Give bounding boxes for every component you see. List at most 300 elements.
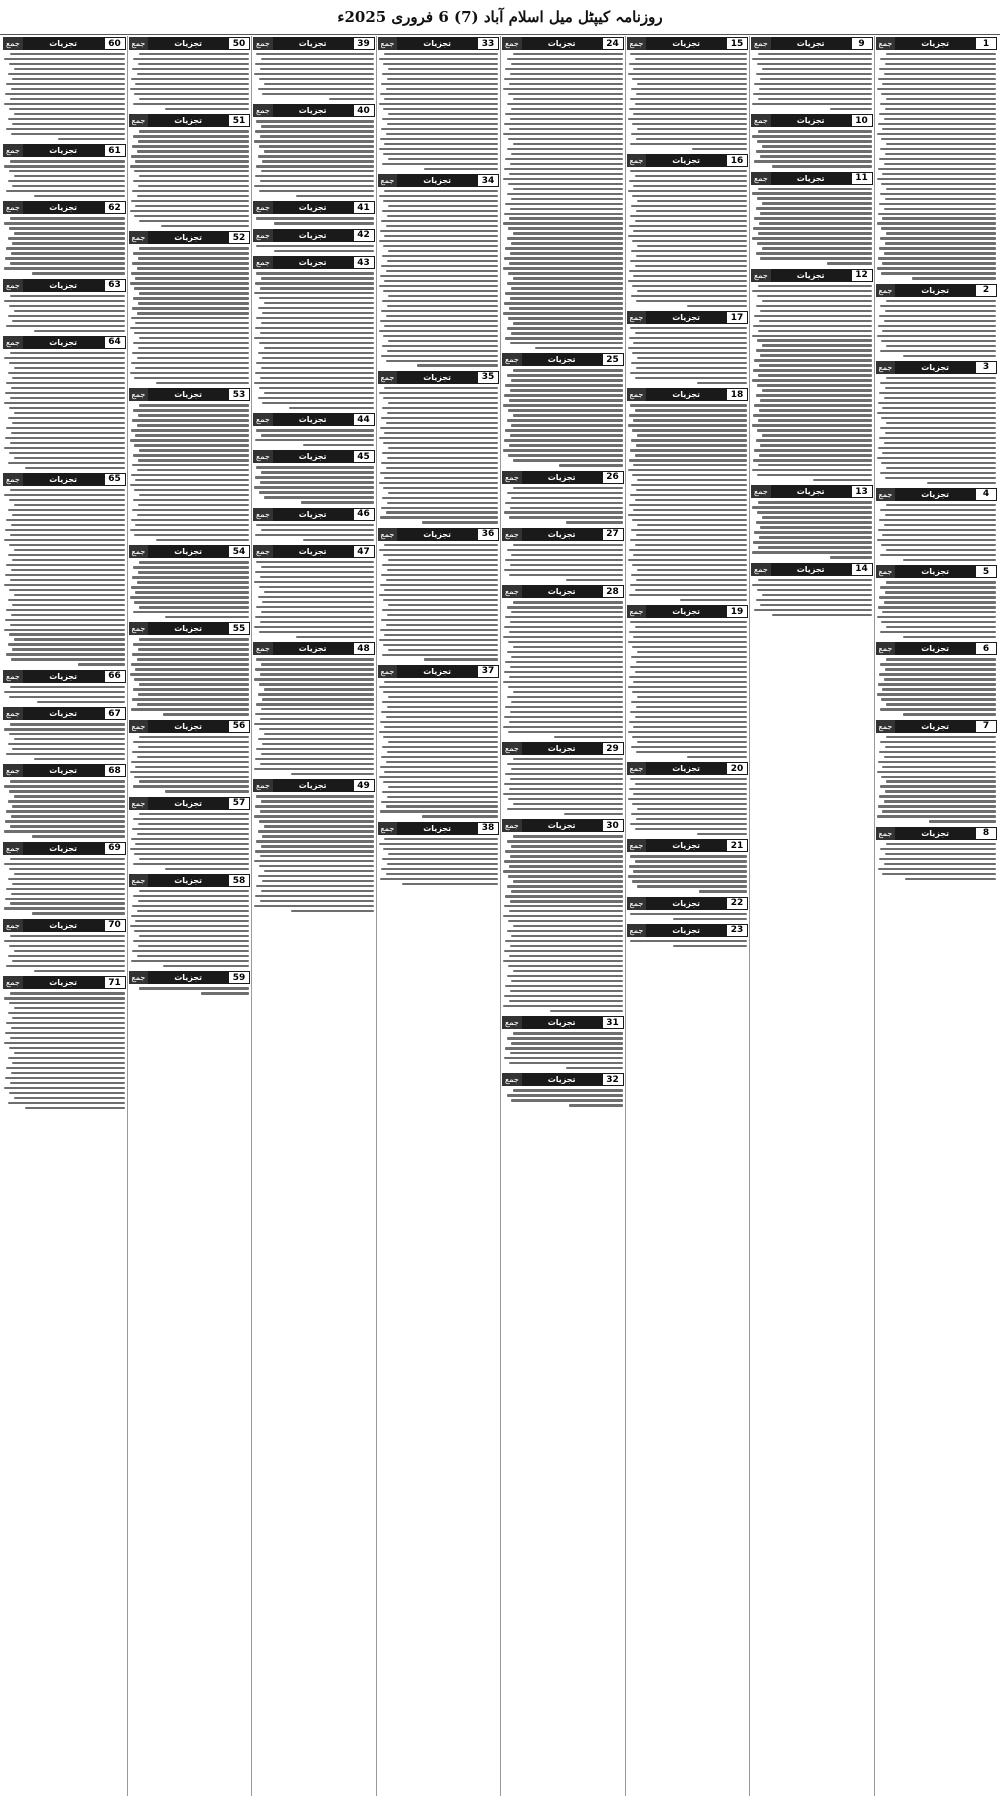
text-line [262,880,373,882]
text-line [34,970,124,972]
text-line [132,698,249,700]
text-line [885,853,996,855]
item-section-label: تجزیات [921,721,950,731]
text-line [261,471,373,473]
text-line [4,103,125,105]
item-number-badge: 36 [477,528,499,541]
item-section-label: تجزیات [49,978,78,988]
text-line [882,128,996,130]
text-line [256,272,373,274]
text-line [505,113,622,115]
text-line [382,858,498,860]
text-line [380,472,498,474]
text-line [379,58,499,60]
text-line [8,417,125,419]
text-line [752,584,872,586]
text-line [260,377,374,379]
text-line [886,377,996,379]
text-line [628,280,748,282]
text-line [259,342,374,344]
item-header-bar [253,201,375,214]
text-line [509,217,623,219]
text-line [636,367,747,369]
text-line [504,257,622,259]
item-section-label: تجزیات [298,781,327,791]
text-line [254,905,374,907]
item-section-label: تجزیات [672,764,701,774]
text-line [758,232,872,234]
text-line [380,138,498,140]
text-line [424,658,498,660]
text-line [135,920,249,922]
text-line [697,382,747,384]
text-line [6,888,124,890]
text-line [632,564,747,566]
item-number-badge: 14 [851,563,873,576]
text-line [881,183,996,185]
text-line [880,193,996,195]
item-header-bar [253,508,375,521]
text-line [137,833,249,835]
text-line [630,260,747,262]
text-line [138,746,249,748]
text-line [256,245,373,247]
text-line [261,125,373,127]
text-line [131,915,249,917]
item-section-label: تجزیات [547,1075,576,1085]
text-line [130,372,250,374]
text-line [256,165,373,167]
text-line [629,459,747,461]
item-header-tag: جمع [129,114,149,127]
text-line [631,250,747,252]
text-line [6,609,124,611]
item-header-tag: جمع [129,231,149,244]
text-line [629,721,747,723]
item-header-tag: جمع [378,822,398,835]
text-line [633,342,747,344]
item-section-label: تجزیات [49,920,78,930]
text-line [264,591,374,593]
text-line [511,497,622,499]
text-line [830,108,872,110]
text-line [8,509,125,511]
text-line [262,698,373,700]
item-number-badge: 6 [975,642,997,655]
text-line [511,935,622,937]
item-header-tag: جمع [129,37,149,50]
text-line [752,506,872,508]
text-line [878,529,996,531]
item-header-tag: جمع [502,353,522,366]
text-line [754,160,871,162]
news-column [500,36,625,1796]
text-line [513,277,623,279]
item-header-bar [627,924,749,937]
text-line [161,225,249,227]
text-line [132,419,249,421]
text-line [130,439,250,441]
text-line [631,133,747,135]
text-line [25,1107,125,1109]
text-line [255,850,373,852]
item-section-label: تجزیات [921,362,950,372]
item-header-bar [253,37,375,50]
text-line [138,459,249,461]
text-line [424,168,498,170]
item-header-tag: جمع [129,971,149,984]
text-line [877,457,997,459]
news-item [129,970,251,994]
text-line [630,449,747,451]
item-section-label: تجزیات [49,843,78,853]
item-body-text [129,560,251,618]
text-line [6,653,124,655]
text-line [629,594,747,596]
text-line [758,546,872,548]
news-item [751,268,873,482]
text-line [137,469,249,471]
text-line [384,544,498,546]
text-line [165,790,249,792]
text-line [884,397,996,399]
item-number-badge: 54 [228,545,250,558]
item-header-tag: جمع [253,450,273,463]
text-line [388,604,498,606]
text-line [274,222,373,224]
text-line [260,900,374,902]
item-body-text [129,986,251,994]
text-line [133,409,249,411]
item-number-badge: 65 [104,473,126,486]
text-line [139,736,249,738]
text-line [510,621,622,623]
text-line [422,521,498,523]
text-line [9,1092,125,1094]
item-header-bar [876,642,998,655]
item-section-label: تجزیات [298,509,327,519]
text-line [264,83,374,85]
text-line [879,751,996,753]
text-line [258,830,374,832]
item-body-text [3,685,126,703]
text-line [505,68,622,70]
text-line [379,240,499,242]
text-line [9,544,125,546]
text-line [132,68,249,70]
text-line [884,208,996,210]
text-line [513,1032,623,1034]
item-number-badge: 4 [975,488,997,501]
item-header-tag: جمع [253,104,273,117]
item-section-label: تجزیات [49,474,78,484]
text-line [9,362,125,364]
text-line [504,860,622,862]
item-number-badge: 32 [602,1073,624,1086]
item-body-text [3,991,126,1109]
text-line [254,73,374,75]
news-column [874,36,999,1796]
text-line [131,663,249,665]
text-line [130,484,250,486]
text-line [566,579,622,581]
text-line [260,135,374,137]
text-line [877,335,997,337]
text-line [9,790,125,792]
text-line [258,88,374,90]
text-line [379,392,499,394]
text-line [756,394,872,396]
text-line [10,217,124,219]
text-line [509,721,623,723]
news-item [876,487,998,561]
text-line [503,1005,623,1007]
text-line [384,235,498,237]
text-line [4,357,125,359]
text-line [379,437,499,439]
text-line [636,93,747,95]
text-line [877,88,997,90]
text-line [886,658,996,660]
text-line [14,549,125,551]
item-number-badge: 17 [726,311,748,324]
text-line [881,417,996,419]
text-line [880,554,996,556]
text-line [133,741,249,743]
item-body-text [253,523,375,541]
item-header-bar [129,37,251,50]
text-line [511,701,622,703]
text-line [132,352,249,354]
item-header-tag: جمع [378,174,398,187]
text-line [387,305,498,307]
text-line [632,352,747,354]
text-line [381,265,498,267]
text-line [58,138,124,140]
item-header-bar [253,104,375,117]
text-line [510,507,622,509]
text-line [388,205,498,207]
item-header-bar [502,353,624,366]
text-line [402,883,498,885]
item-body-text [378,680,500,818]
item-number-badge: 31 [602,1016,624,1029]
text-line [630,666,747,668]
text-line [635,589,747,591]
item-number-badge: 70 [104,919,126,932]
news-item [253,200,375,224]
text-line [762,68,872,70]
item-body-text [378,52,500,170]
text-line [4,629,125,631]
text-line [886,780,996,782]
text-line [255,327,373,329]
text-line [879,596,996,598]
text-line [637,290,747,292]
text-line [636,579,747,581]
text-line [4,1042,125,1044]
text-line [510,711,622,713]
text-line [6,519,124,521]
text-line [632,285,747,287]
text-line [9,868,125,870]
text-line [507,492,623,494]
text-line [9,633,125,635]
text-line [510,163,622,165]
item-body-text [751,578,873,616]
text-line [535,347,622,349]
text-line [633,419,747,421]
item-body-text [502,757,624,815]
text-line [258,693,374,695]
text-line [633,554,747,556]
text-line [879,392,996,394]
item-body-text [129,52,251,110]
text-line [762,300,872,302]
text-line [138,63,249,65]
item-header-tag: جمع [876,720,896,733]
text-line [133,252,249,254]
text-line [631,746,747,748]
item-header-tag: جمع [129,545,149,558]
text-line [264,150,374,152]
text-line [138,693,249,695]
text-line [274,250,373,252]
text-line [637,357,747,359]
text-line [135,479,249,481]
item-body-text [627,854,749,892]
item-body-text [502,486,624,524]
text-line [133,180,249,182]
item-header-bar [876,827,998,840]
text-line [631,574,747,576]
text-line [757,63,872,65]
text-line [381,355,498,357]
item-section-label: تجزیات [796,39,825,48]
text-line [772,614,871,616]
text-line [635,265,747,267]
text-line [886,703,996,705]
text-line [138,945,249,947]
item-section-label: تجزیات [423,176,452,186]
text-line [632,803,747,805]
text-line [381,574,498,576]
text-line [513,487,623,489]
text-line [380,878,498,880]
text-line [135,83,249,85]
item-section-label: تجزیات [174,624,203,634]
text-line [511,768,622,770]
text-line [758,98,872,100]
text-line [10,53,124,55]
text-line [10,935,124,937]
text-line [633,230,747,232]
news-item [129,36,251,110]
text-line [14,873,125,875]
text-line [379,103,499,105]
item-header-tag: جمع [502,37,522,50]
text-line [4,584,125,586]
text-line [881,138,996,140]
text-line [758,419,872,421]
text-line [163,965,249,967]
text-line [757,197,872,199]
text-line [629,108,747,110]
item-number-badge: 52 [228,231,250,244]
text-line [754,449,871,451]
text-line [261,753,373,755]
text-line [511,554,622,556]
text-line [134,534,249,536]
text-line [510,208,622,210]
item-body-text [253,216,375,224]
item-section-label: تجزیات [298,203,327,213]
item-header-tag: جمع [253,508,273,521]
text-line [131,155,249,157]
news-item [876,826,998,880]
text-line [505,337,622,339]
text-line [130,771,250,773]
text-line [12,648,124,650]
text-line [9,227,125,229]
text-line [636,661,747,663]
text-line [131,960,249,962]
text-line [383,599,498,601]
item-header-tag: جمع [3,201,23,214]
item-header-bar [378,174,500,187]
text-line [513,544,623,546]
text-line [379,843,499,845]
item-number-badge: 48 [353,642,375,655]
text-line [6,382,124,384]
text-line [379,330,499,332]
text-line [9,1002,125,1004]
text-line [380,93,498,95]
news-item [751,171,873,265]
news-item [627,838,749,892]
text-line [131,429,249,431]
text-line [882,330,996,332]
text-line [633,726,747,728]
text-line [382,564,498,566]
text-line [886,843,996,845]
text-line [881,698,996,700]
text-line [637,434,747,436]
text-line [261,58,373,60]
text-line [633,185,747,187]
text-line [505,247,622,249]
text-line [134,332,249,334]
item-number-badge: 12 [851,269,873,282]
item-header-bar [627,388,749,401]
text-line [882,611,996,613]
item-header-tag: جمع [627,605,647,618]
text-line [632,123,747,125]
text-line [9,1047,125,1049]
item-header-bar [502,471,624,484]
text-line [510,252,622,254]
text-line [386,511,498,513]
text-line [507,58,623,60]
text-line [5,392,124,394]
text-line [630,621,747,623]
text-line [628,347,748,349]
item-number-badge: 37 [477,665,499,678]
text-line [165,108,249,110]
text-line [135,591,249,593]
text-line [261,434,373,436]
text-line [503,793,623,795]
